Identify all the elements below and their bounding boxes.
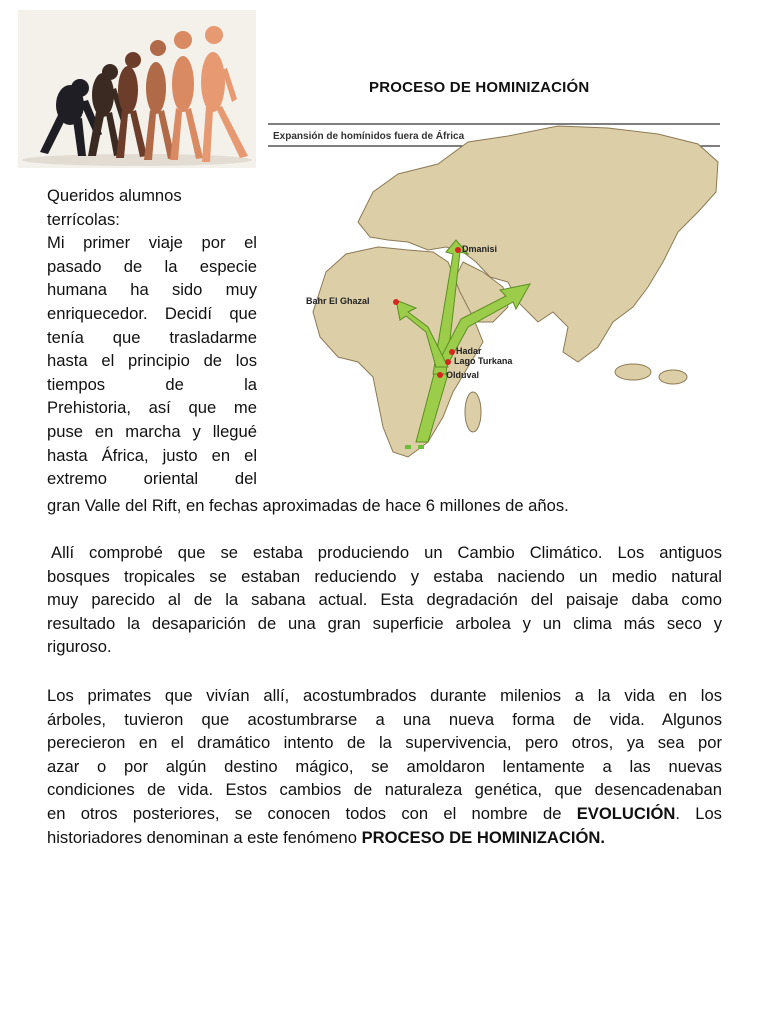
para2-line: Allí comprobé que se estaba produciendo un Cambio Climático. Los antiguos [51, 543, 722, 562]
map-heading: Expansión de homínidos fuera de África [273, 131, 465, 142]
intro-line: Queridos alumnos [47, 186, 182, 205]
intro-line: hasta África, justo en el [47, 445, 257, 465]
page-title: PROCESO DE HOMINIZACIÓN [369, 79, 590, 96]
para3-line: perecieron en el dramático intento de la supervivencia, pero otros, ya sea por [47, 733, 722, 753]
para3-line [47, 802, 722, 826]
intro-line: extremo oriental del [47, 469, 257, 489]
intro-line: tiempos de la [47, 374, 257, 394]
para3-line: condiciones de vida. Estos cambios de naturaleza genética, que desencadenaban [47, 780, 722, 800]
para2-line: muy parecido al de la sabana actual. Esta degradación del paisaje daba como [47, 590, 722, 610]
evolucion-term: EVOLUCIÓN [576, 803, 676, 823]
map-label-bahr-el-ghazal: Bahr El Ghazal [306, 296, 370, 306]
para3-line [47, 826, 722, 850]
para3-line6-text: en otros posteriores, se conocen todos con el nombre de [47, 803, 562, 823]
intro-line: humana ha sido muy [47, 280, 257, 300]
intro-line: Mi primer viaje por el [47, 233, 257, 253]
climate-change-paragraph [47, 541, 722, 659]
para3-line6-tail: . Los [675, 803, 722, 823]
intro-line: hasta el principio de los [47, 351, 257, 371]
evolution-illustration [18, 10, 256, 168]
evolution-paragraph [47, 684, 722, 849]
intro-line: enriquecedor. Decidí que [47, 303, 257, 323]
para2-line: resultado la desaparición de una gran superficie arbolea y un clima más seco y [47, 613, 722, 633]
madagascar [465, 392, 481, 432]
intro-line: Prehistoria, así que me [47, 398, 257, 418]
map-label-lago-turkana: Lago Turkana [454, 356, 513, 366]
para2-line: bosques tropicales se estaban reduciendo y estaba naciendo un medio natural [47, 566, 722, 586]
intro-line: tenía que trasladarme [47, 327, 257, 347]
intro-line: terrícolas: [47, 209, 120, 229]
intro-paragraph [47, 184, 257, 491]
hominid-expansion-map [268, 112, 723, 476]
para2-line: riguroso. [47, 637, 112, 657]
intro-line: puse en marcha y llegué [47, 421, 257, 441]
para3-line: árboles, tuvieron que acostumbrarse a una nueva forma de vida. Algunos [47, 709, 722, 729]
intro-continuation: gran Valle del Rift, en fechas aproximadas de hace 6 millones de años. [47, 496, 569, 515]
map-label-dmanisi: Dmanisi [462, 244, 498, 254]
intro-line: pasado de la especie [47, 256, 257, 276]
para3-line: Los primates que vivían allí, acostumbrados durante milenios a la vida en los [47, 686, 722, 705]
map-label-hadar: Hadar [456, 346, 482, 356]
hominizacion-term: PROCESO DE HOMINIZACIÓN. [361, 827, 605, 847]
para3-line: azar o por algún destino mágico, se amoldaron lentamente a las nuevas [47, 756, 722, 776]
para3-line7-text: historiadores denominan a este fenómeno [47, 827, 357, 847]
map-label-olduval: Olduval [446, 370, 480, 380]
